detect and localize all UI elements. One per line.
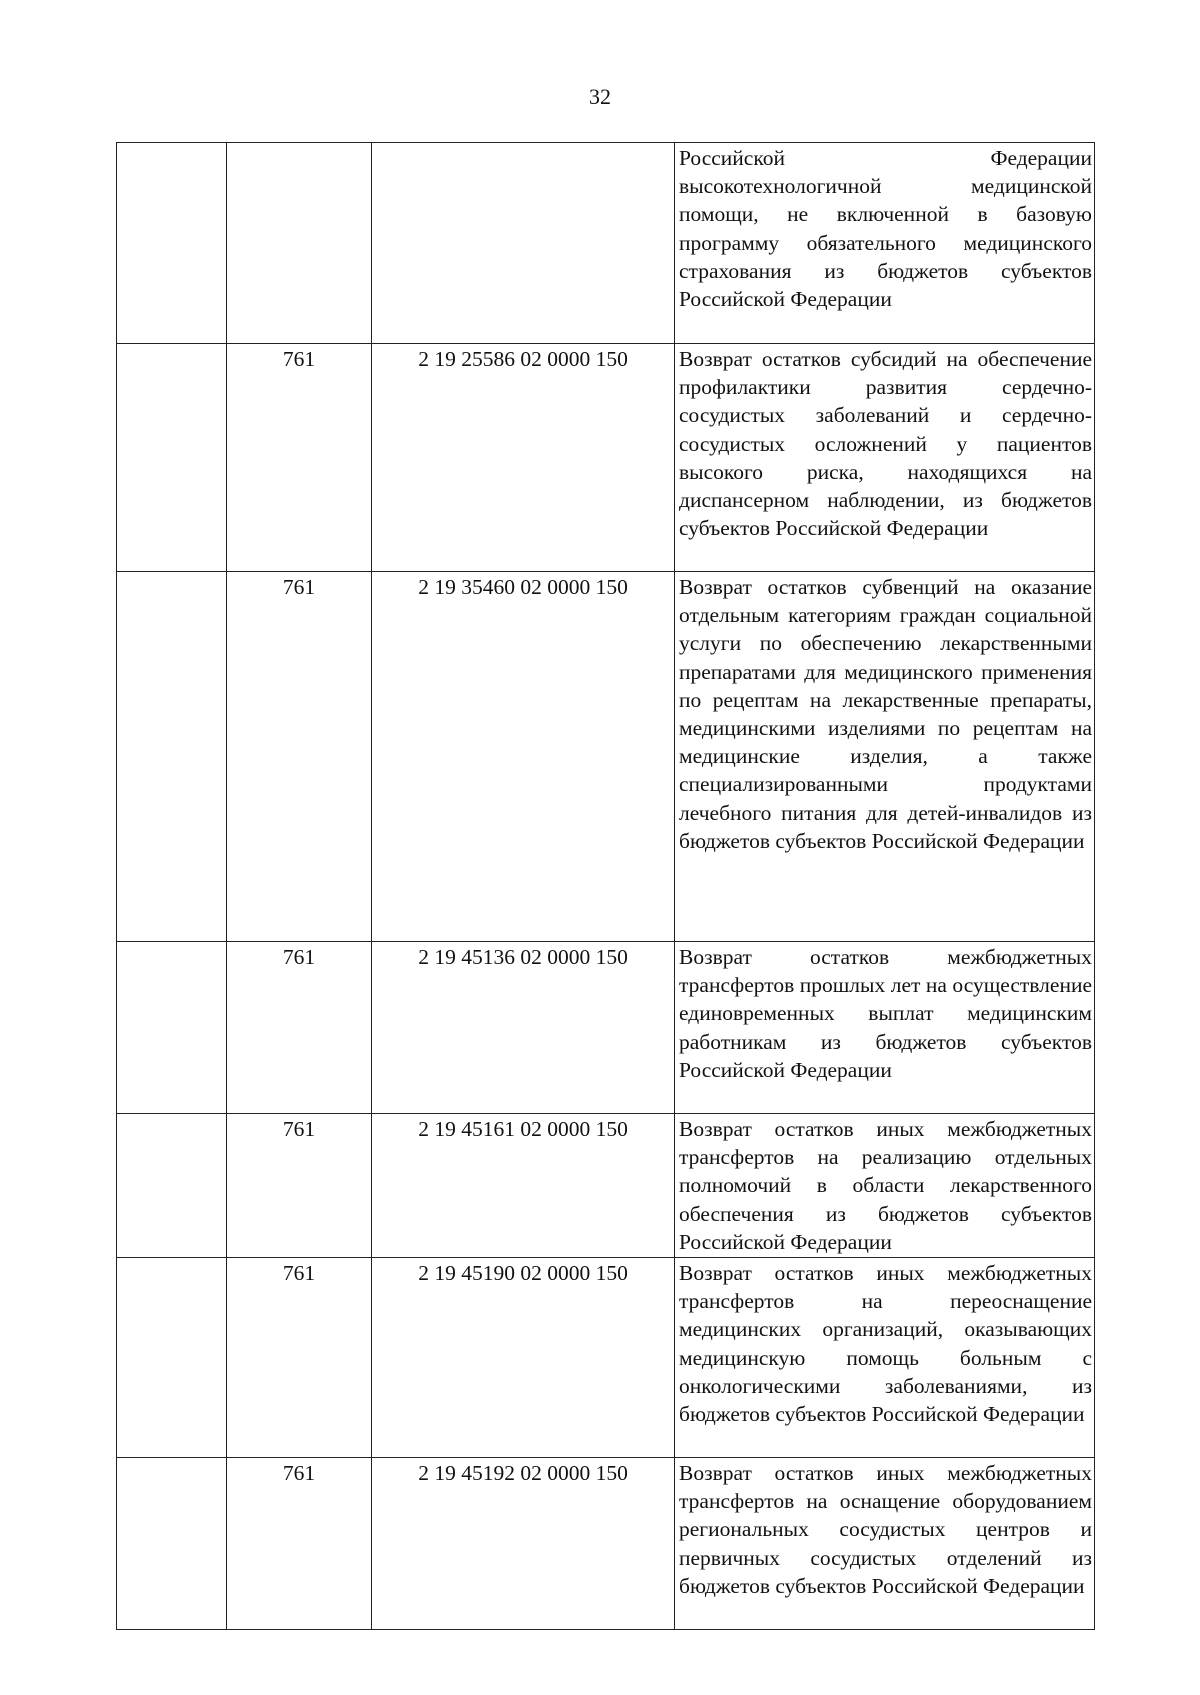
admin-code-cell: 761: [227, 942, 372, 1114]
description-cell: Российской Федерации высокотехнологичной медицинской помощи, не включенной в базовую программу обязательного медицинского страхования из бюджетов субъектов Российской Федерации: [675, 143, 1095, 344]
table-row: [117, 1258, 1095, 1458]
description-cell: Возврат остатков иных межбюджетных трансфертов на реализацию отдельных полномочий в области лекарственного обеспечения из бюджетов субъектов Российской Федерации: [675, 1114, 1095, 1258]
empty-cell: [117, 143, 227, 344]
kbk-code-cell: 2 19 25586 02 0000 150: [372, 344, 675, 572]
kbk-code-cell: 2 19 45161 02 0000 150: [372, 1114, 675, 1258]
kbk-code-cell: 2 19 45192 02 0000 150: [372, 1458, 675, 1630]
kbk-code-cell: [372, 143, 675, 344]
empty-cell: [117, 942, 227, 1114]
empty-cell: [117, 344, 227, 572]
admin-code-cell: 761: [227, 344, 372, 572]
table-row: [117, 942, 1095, 1114]
admin-code-cell: 761: [227, 1258, 372, 1458]
description-cell: Возврат остатков субвенций на оказание отдельным категориям граждан социальной услуги по обеспечению лекарственными препаратами для медицинского применения по рецептам на лекарственные препараты, медицинскими изделиями по рецептам на медицинские изделия, а также специализированными продуктами лечебного питания для детей-инвалидов из бюджетов субъектов Российской Федерации: [675, 572, 1095, 942]
empty-cell: [117, 1114, 227, 1258]
kbk-code-cell: 2 19 45136 02 0000 150: [372, 942, 675, 1114]
kbk-code-cell: 2 19 35460 02 0000 150: [372, 572, 675, 942]
admin-code-cell: 761: [227, 1114, 372, 1258]
admin-code-cell: [227, 143, 372, 344]
budget-classification-table: [116, 142, 1095, 1630]
table-row: [117, 143, 1095, 344]
description-cell: Возврат остатков иных межбюджетных трансфертов на оснащение оборудованием региональных сосудистых центров и первичных сосудистых отделений из бюджетов субъектов Российской Федерации: [675, 1458, 1095, 1630]
table-row: [117, 572, 1095, 942]
description-cell: Возврат остатков иных межбюджетных трансфертов на переоснащение медицинских организаций, оказывающих медицинскую помощь больным с онкологическими заболеваниями, из бюджетов субъектов Российской Федерации: [675, 1258, 1095, 1458]
admin-code-cell: 761: [227, 1458, 372, 1630]
description-cell: Возврат остатков межбюджетных трансфертов прошлых лет на осуществление единовременных выплат медицинским работникам из бюджетов субъектов Российской Федерации: [675, 942, 1095, 1114]
table-row: [117, 344, 1095, 572]
empty-cell: [117, 572, 227, 942]
empty-cell: [117, 1458, 227, 1630]
description-cell: Возврат остатков субсидий на обеспечение профилактики развития сердечно-сосудистых заболеваний и сердечно-сосудистых осложнений у пациентов высокого риска, находящихся на диспансерном наблюдении, из бюджетов субъектов Российской Федерации: [675, 344, 1095, 572]
page-number: 32: [589, 84, 611, 109]
kbk-code-cell: 2 19 45190 02 0000 150: [372, 1258, 675, 1458]
empty-cell: [117, 1258, 227, 1458]
table-row: [117, 1114, 1095, 1258]
table-row: [117, 1458, 1095, 1630]
admin-code-cell: 761: [227, 572, 372, 942]
